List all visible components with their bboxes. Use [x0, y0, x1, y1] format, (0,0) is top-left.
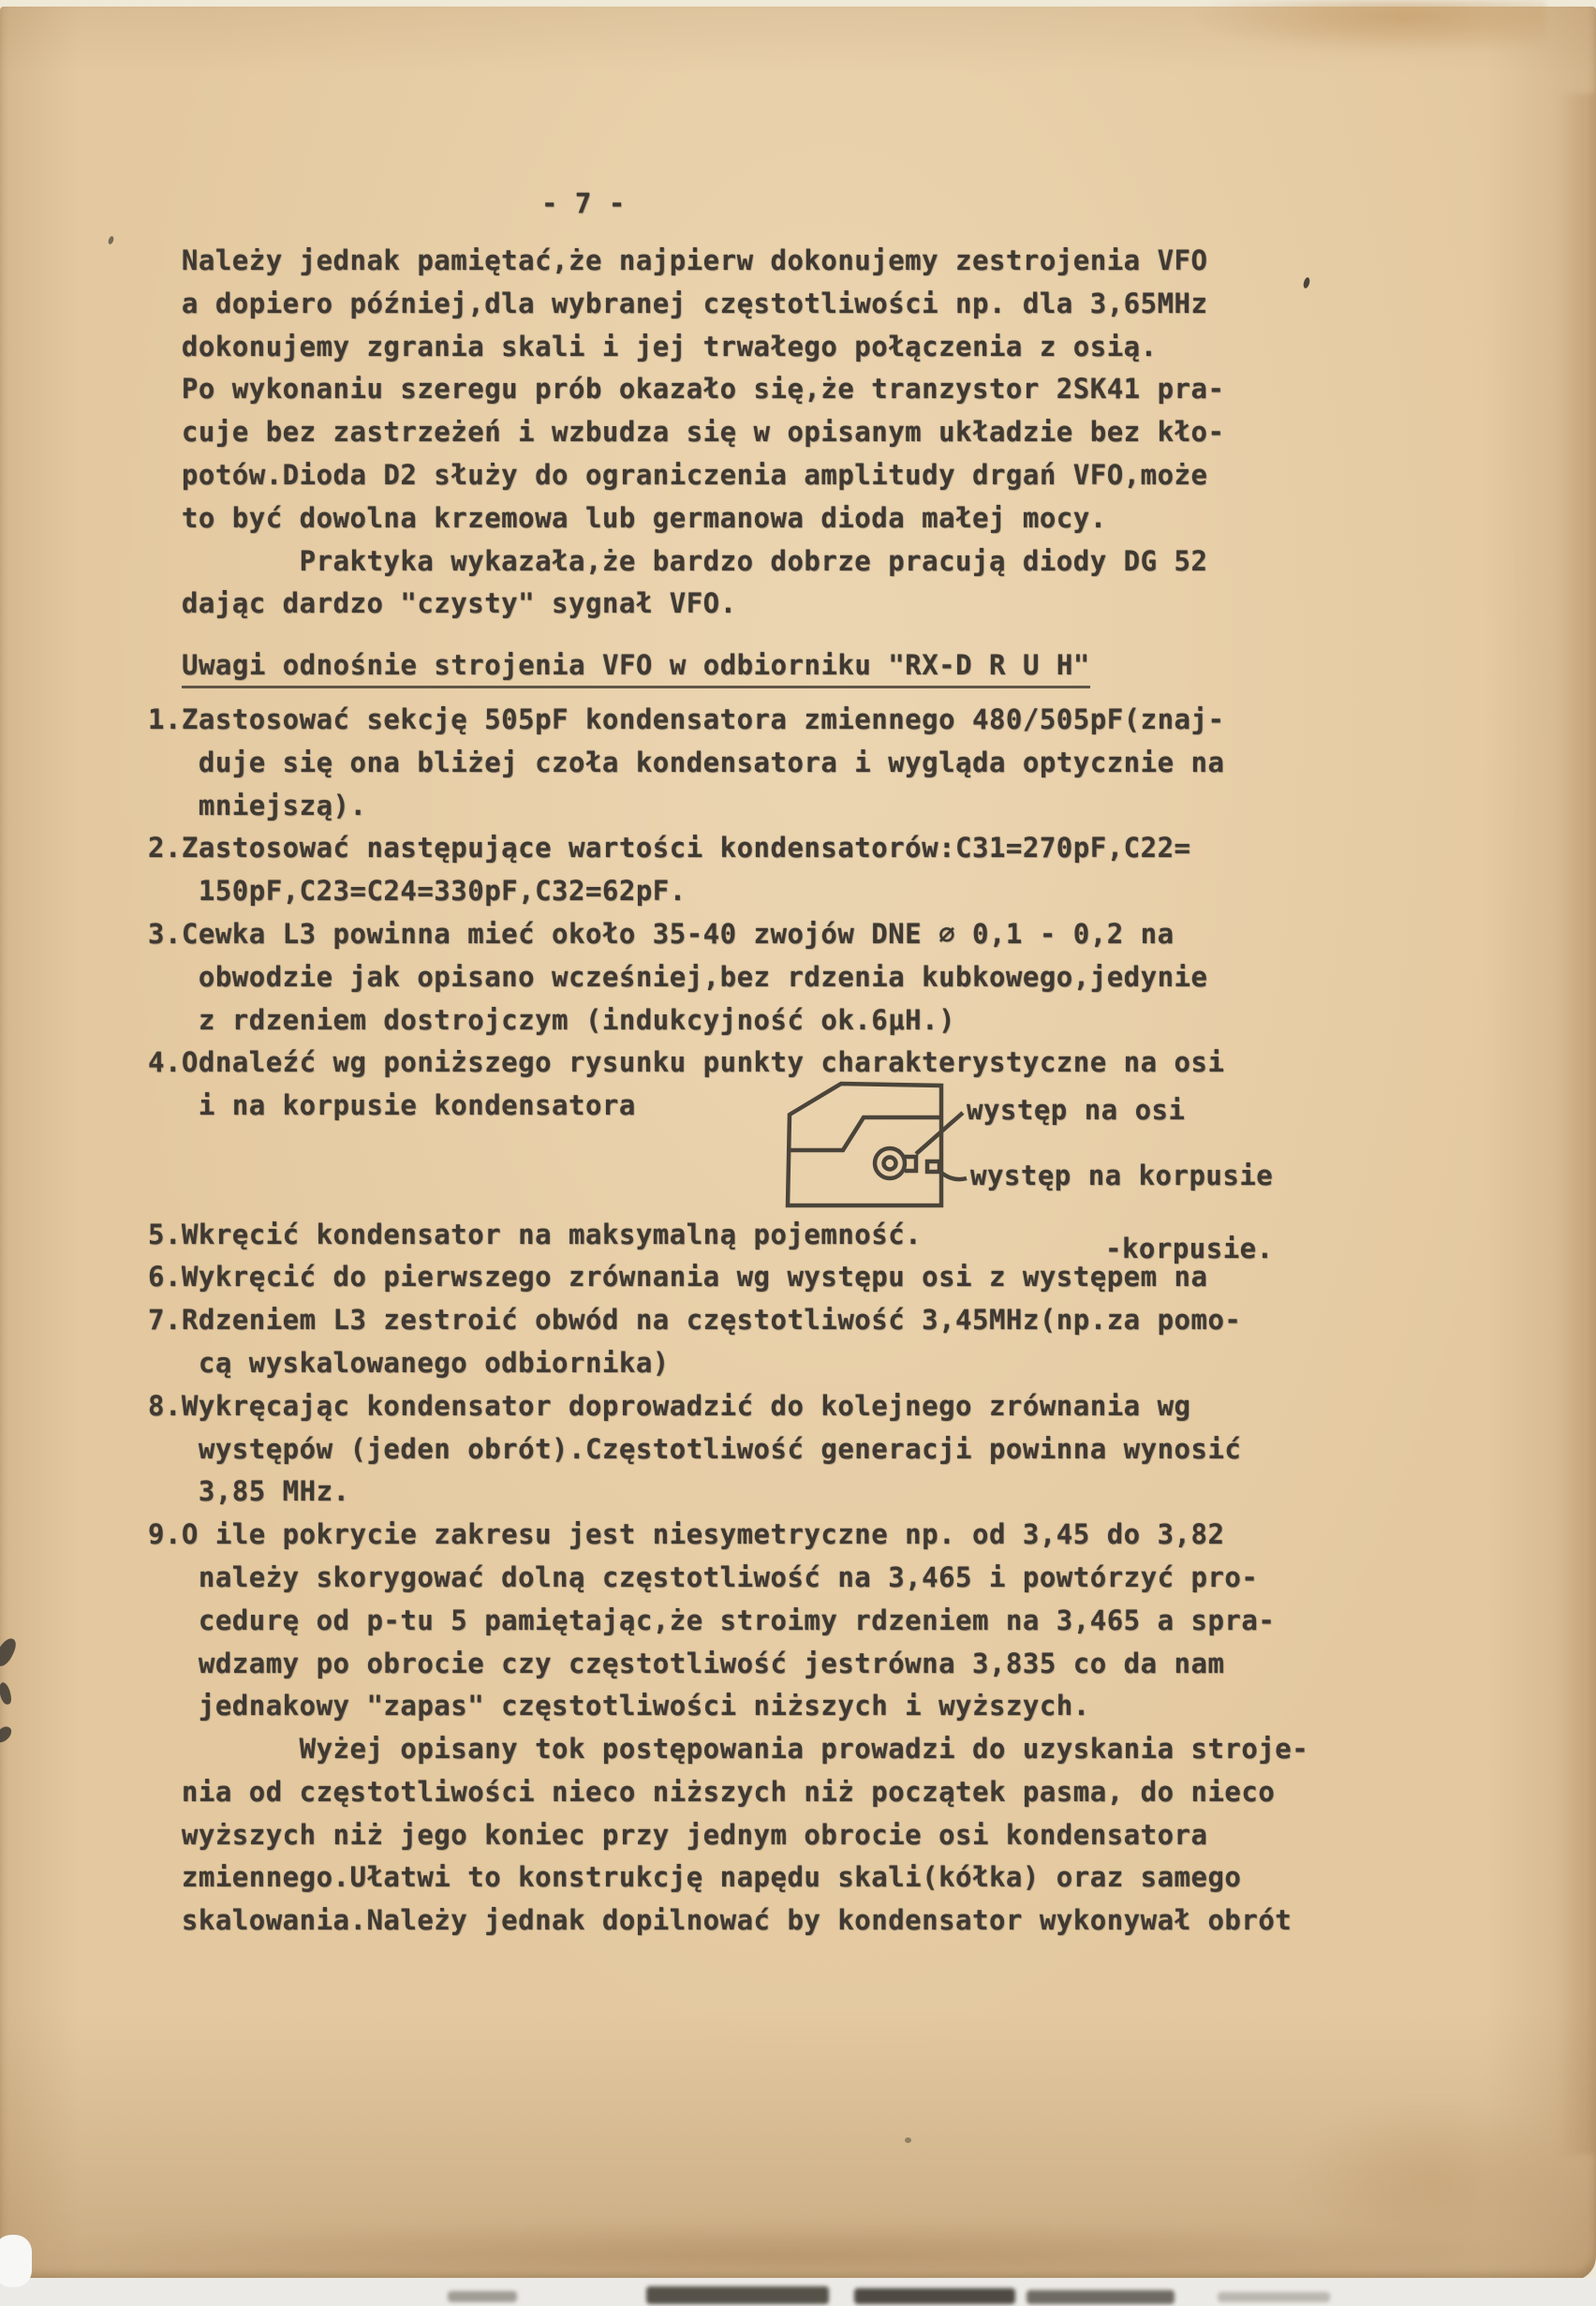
scan-highlight: [0, 2235, 32, 2287]
numbered-list: [148, 699, 1459, 1943]
scan-shadow: [1027, 2290, 1175, 2304]
text-line: Po wykonaniu szeregu prób okazało się,że tranzystor 2SK41 pra-: [148, 373, 1225, 406]
leader-line-body: [941, 1173, 967, 1179]
text-line: a dopiero później,dla wybranej częstotliwości np. dla 3,65MHz: [148, 287, 1208, 319]
text-line: 3,85 MHz.: [148, 1475, 350, 1508]
text-line: 8.Wykręcając kondensator doprowadzić do kolejnego zrównania wg: [148, 1389, 1191, 1422]
text-line: skalowania.Należy jednak dopilnować by kondensator wykonywał obrót: [148, 1904, 1293, 1937]
text-line: wyższych niż jego koniec przy jednym obrocie osi kondensatora: [148, 1818, 1208, 1851]
body-tab: [927, 1161, 939, 1172]
ink-speck: [905, 2137, 911, 2143]
scan-shadow: [646, 2286, 829, 2304]
capacitor-body-outline: [788, 1084, 941, 1205]
text-line: zmiennego.Ułatwi to konstrukcję napędu skali(kółka) oraz samego: [148, 1861, 1242, 1894]
text-line: 7.Rdzeniem L3 zestroić obwód na częstotliwość 3,45MHz(np.za pomo-: [148, 1304, 1242, 1337]
scan-shadow: [448, 2291, 517, 2302]
scan-shadow: [1218, 2292, 1330, 2302]
capacitor-shaft-circle: [875, 1148, 905, 1178]
page-number: - 7 -: [541, 187, 626, 219]
text-line: nia od częstotliwości nieco niższych niż początek pasma, do nieco: [148, 1775, 1276, 1808]
text-line: Należy jednak pamiętać,że najpierw dokonujemy zestrojenia VFO: [148, 244, 1208, 276]
diagram-label-shaft: występ na osi: [967, 1094, 1186, 1126]
text-line: to być dowolna krzemowa lub germanowa dioda małej mocy.: [148, 501, 1107, 534]
text-line: 1.Zastosować sekcję 505pF kondensatora zmiennego 480/505pF(znaj-: [148, 702, 1225, 735]
text-line: i na korpusie kondensatora: [148, 1089, 636, 1122]
text-line: 9.O ile pokrycie zakresu jest niesymetryczne np. od 3,45 do 3,82: [148, 1518, 1225, 1551]
text-line: występów (jeden obrót).Częstotliwość generacji powinna wynosić: [148, 1432, 1242, 1465]
capacitor-step-line: [788, 1117, 941, 1150]
text-line: wdzamy po obrocie czy częstotliwość jestrówna 3,835 co da nam: [148, 1647, 1225, 1679]
scan-shadow: [854, 2288, 1015, 2304]
margin-note-korpusie: -korpusie.: [1105, 1233, 1274, 1264]
text-line: 5.Wkręcić kondensator na maksymalną pojemność.: [148, 1218, 923, 1250]
text-line: cuje bez zastrzeżeń i wzbudza się w opisanym układzie bez kło-: [148, 416, 1225, 449]
section-heading-text: Uwagi odnośnie strojenia VFO w odbiorniku "RX-D R U H": [182, 649, 1090, 688]
text-line: Wyżej opisany tok postępowania prowadzi do uzyskania stroje-: [148, 1733, 1309, 1766]
capacitor-diagram: [768, 1068, 1049, 1227]
text-line: cedurę od p-tu 5 pamiętając,że stroimy rdzeniem na 3,465 a spra-: [148, 1604, 1276, 1636]
text-line: Praktyka wykazała,że bardzo dobrze pracują diody DG 52: [148, 544, 1208, 577]
text-line: 2.Zastosować następujące wartości kondensatorów:C31=270pF,C22=: [148, 832, 1191, 865]
text-line: 150pF,C23=C24=330pF,C32=62pF.: [148, 875, 687, 908]
intro-paragraphs: [148, 240, 1459, 626]
capacitor-shaft-center: [884, 1158, 896, 1170]
diagram-label-body: występ na korpusie: [970, 1160, 1274, 1191]
text-line: mniejszą).: [148, 789, 367, 821]
text-line: duje się ona bliżej czoła kondensatora i wygląda optycznie na: [148, 746, 1225, 778]
text-line: cą wyskalowanego odbiornika): [148, 1346, 670, 1379]
text-line: z rdzeniem dostrojczym (indukcyjność ok.6µH.): [148, 1003, 956, 1036]
text-line: 3.Cewka L3 powinna mieć około 35-40 zwojów DNE ∅ 0,1 - 0,2 na: [148, 917, 1175, 950]
text-line: potów.Dioda D2 służy do ograniczenia amplitudy drgań VFO,może: [148, 458, 1208, 491]
text-line: dokonujemy zgrania skali i jej trwałego połączenia z osią.: [148, 330, 1158, 362]
text-line: obwodzie jak opisano wcześniej,bez rdzenia kubkowego,jedynie: [148, 960, 1208, 993]
text-line: dając dardzo "czysty" sygnał VFO.: [148, 587, 737, 620]
text-line: jednakowy "zapas" częstotliwości niższych i wyższych.: [148, 1690, 1090, 1722]
text-line: 4.Odnaleźć wg poniższego rysunku punkty charakterystyczne na osi: [148, 1046, 1225, 1079]
section-heading: [182, 644, 1459, 687]
text-line: 6.Wykręcić do pierwszego zrównania wg występu osi z występem na: [148, 1261, 1208, 1293]
text-line: należy skorygować dolną częstotliwość na 3,465 i powtórzyć pro-: [148, 1560, 1259, 1593]
